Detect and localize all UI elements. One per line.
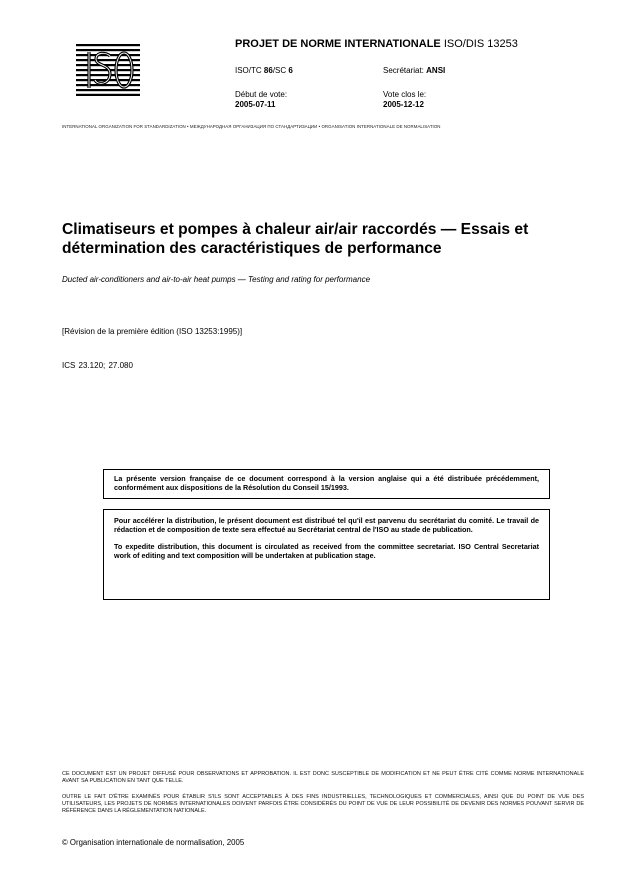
doc-number: ISO/DIS 13253 (443, 38, 518, 50)
vote-start-label: Début de vote: (235, 90, 288, 99)
copyright-line: © Organisation internationale de normalisation, 2005 (62, 838, 245, 847)
draft-disclaimer: CE DOCUMENT EST UN PROJET DIFFUSÉ POUR OBSERVATIONS ET APPROBATION. IL EST DONC SUSCEPTIBLE DE MODIFICATION ET NE PEUT ÊTRE CITÉ COMME NORME INTERNATIONALE AVANT SA PUBLICATION EN TANT QUE TELLE. (62, 771, 584, 785)
sc-prefix: /SC (272, 66, 287, 75)
english-title: Ducted air-conditioners and air-to-air heat pumps — Testing and rating for performance (62, 275, 371, 284)
committee (235, 66, 293, 76)
regulation-disclaimer: OUTRE LE FAIT D'ÊTRE EXAMINÉS POUR ÉTABLIR S'ILS SONT ACCEPTABLES À DES FINS INDUSTRIELLES, TECHNOLOGIQUES ET COMMERCIALES, AINSI QUE DU POINT DE VUE DES UTILISATEURS, LES PROJETS DE NORMES INTERNATIONALES DOIVENT PARFOIS ÊTRE CONSIDÉRÉS DU POINT DE VUE DE LEUR POSSIBILITÉ DE DEVENIR DES NORMES POUVANT SERVIR DE RÉFÉRENCE DANS LA RÉGLEMENTATION NATIONALE. (62, 794, 584, 815)
distribution-notice-en: To expedite distribution, this document is circulated as received from the committee secretariat. ISO Central Secretariat work of editing and text composition will be undertaken at publication stage. (114, 541, 539, 561)
vote-end (383, 90, 426, 110)
secretariat-label: Secrétariat: (383, 66, 424, 75)
vote-end-value: 2005-12-12 (383, 100, 424, 109)
committee-prefix: ISO/TC (235, 66, 262, 75)
secretariat (383, 66, 445, 76)
vote-end-label: Vote clos le: (383, 90, 427, 99)
organization-line: INTERNATIONAL ORGANIZATION FOR STANDARDIZATION • МЕЖДУНАРОДНАЯ ОРГАНИЗАЦИЯ ПО СТАНДАРТИЗАЦИИ • ORGANISATION INTERNATIONALE DE NORMALISATION (62, 124, 441, 129)
tc-number: 86 (263, 66, 273, 75)
iso-logo (76, 44, 140, 96)
document-title: Climatiseurs et pompes à chaleur air/air raccordés — Essais et détermination des caractéristiques de performance (62, 221, 529, 257)
secretariat-value: ANSI (426, 66, 446, 75)
vote-start-value: 2005-07-11 (235, 100, 276, 109)
document-heading (235, 38, 518, 50)
doc-type: PROJET DE NORME INTERNATIONALE (235, 38, 441, 50)
sc-number: 6 (288, 66, 293, 75)
language-notice-text: La présente version française de ce document correspond à la version anglaise qui a été distribuée précédemment, conformément aux dispositions de la Résolution du Conseil 15/1993. (114, 474, 539, 493)
distribution-notice-box (103, 509, 550, 600)
vote-start (235, 90, 287, 110)
revision-note: [Révision de la première édition (ISO 13253:1995)] (62, 327, 243, 336)
distribution-notice-fr: Pour accélérer la distribution, le présent document est distribué tel qu'il est parvenu du secrétariat du comité. Le travail de rédaction et de composition de texte sera effectué au Secrétariat central de l'ISO au stade de publication. (114, 516, 539, 535)
language-notice-box (103, 469, 550, 499)
ics-codes: ICS 23.120; 27.080 (62, 361, 133, 370)
